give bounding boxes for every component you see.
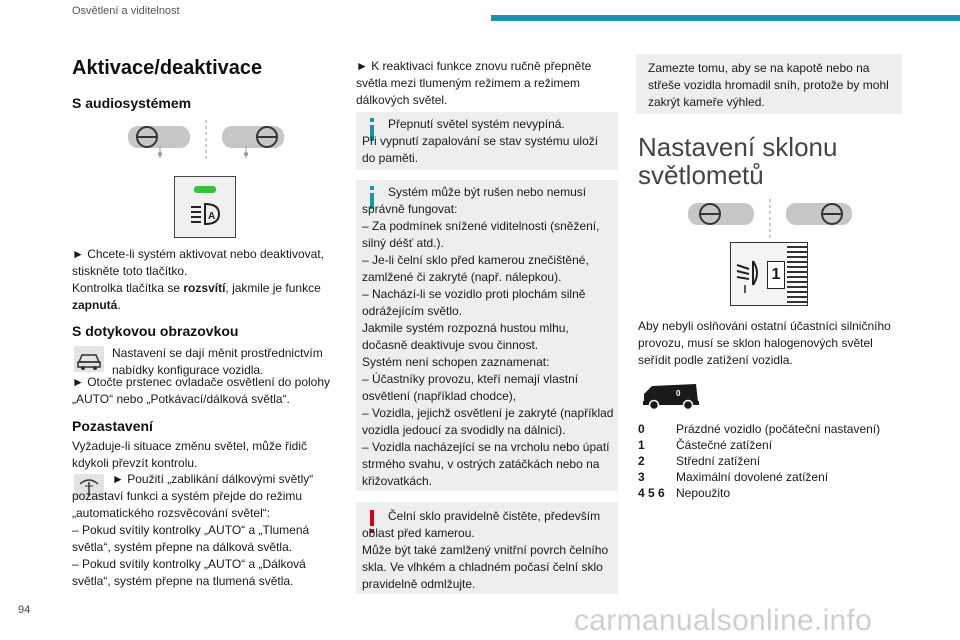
page-number: 94 (18, 604, 31, 616)
reactivate-text: ► K reaktivaci funkce znovu ručně přepněte světla mezi tlumeným režimem a režimem dálkových světel. (356, 59, 592, 107)
header-accent-bar (491, 15, 960, 21)
steering-wheel-pair-icon (122, 118, 292, 162)
audio-instruction: ► Chcete-li systém aktivovat nebo deaktivovat, stiskněte toto tlačítko. (72, 247, 324, 278)
warning-box (356, 502, 618, 594)
heading-headlamp-levelling: Nastavení sklonu světlometů (638, 132, 838, 190)
level-dial[interactable]: 1 (767, 261, 785, 289)
auto-beam-button[interactable] (174, 176, 236, 238)
heading-activation: Aktivace/deaktivace (72, 57, 263, 79)
snow-note-text: Zamezte tomu, aby se na kapotě nebo na střeše vozidla hromadil sníh, protože by mohl zakrýt kameře výhled. (648, 61, 889, 109)
pause-text-2: ► Použití „zablikání dálkovými světly“ pozastaví funkci a systém přejde do režimu „automatického rozsvěcování světel“: (72, 472, 314, 520)
auto-high-beam-icon (189, 201, 223, 229)
touch-text-1: Nastavení se dají měnit prostřednictvím nabídky konfigurace vozidla. (112, 346, 323, 377)
snow-note-box (636, 54, 902, 114)
info-box-1 (356, 112, 618, 170)
headlamp-levelling-icon (733, 251, 765, 295)
warning-box-text: Čelní sklo pravidelně čistěte, především oblast před kamerou. Může být také zamlžený vnitřní povrch čelního skla. Ve vlhkém a chladném počasí čelní sklo pravidelně odmlžujte. (362, 509, 609, 591)
load-legend (638, 421, 908, 511)
watermark: carmanualsonline.info (574, 604, 873, 637)
legend-row: 4 5 6 Nepoužito (638, 486, 731, 500)
headlamp-levelling-panel (730, 242, 808, 306)
heading-touchscreen: S dotykovou obrazovkou (72, 323, 239, 339)
steering-wheel-pair-icon-2 (682, 197, 862, 241)
legend-row: 2 Střední zatížení (638, 454, 761, 468)
legend-row: 0 Prázdné vozidlo (počáteční nastavení) (638, 422, 881, 436)
pause-text-1: Vyžaduje-li situace změnu světel, může řidič kdykoli převzít kontrolu. (72, 439, 307, 470)
car-settings-icon (74, 346, 104, 372)
indicator-light (194, 186, 216, 193)
info-box-2 (356, 180, 618, 491)
svg-text:A: A (208, 211, 216, 222)
info-box-1-text: Přepnutí světel systém nevypíná. Při vypnutí zapalování se stav systému uloží do paměti. (362, 117, 599, 165)
audio-indicator-text: Kontrolka tlačítka se rozsvítí, jakmile je funkce zapnutá. (72, 281, 321, 312)
svg-text:0: 0 (676, 389, 681, 398)
van-silhouette-icon (640, 380, 702, 412)
legend-row: 3 Maximální dovolené zatížení (638, 470, 829, 484)
legend-row: 1 Částečné zatížení (638, 438, 773, 452)
info-box-2-text: Systém může být rušen nebo nemusí správně fungovat: – Za podmínek snížené viditelnosti (sněžení, silný déšť atd.). – Je-li čelní sklo před kamerou znečištěné, zamlžené či zakryté (např. nálepkou). – Nachází-li se vozidlo proti plochám silně odrážejícím světlo. Jakmile systém rozpozná hustou mlhu, dočasně deaktivuje svou činnost. Systém není schopen zaznamenat: – Účastníky provozu, kteří nemají vlastní osvětlení (například chodce), – Vozidla, jejichž osvětlení je zakryté (například vozidla jedoucí za svodidly na dálnici). – Vozidla nacházející se na vrcholu nebo úpatí strmého svahu, v ostrých zatáčkách nebo na křižovatkách. (362, 185, 614, 488)
section-title: Osvětlení a viditelnost (72, 5, 180, 17)
pause-text-4: – Pokud svítily kontrolky „AUTO“ a „Dálková světla“, systém přepne na tlumená světla. (72, 557, 306, 588)
touch-text-2: ► Otočte prstenec ovladače osvětlení do polohy „AUTO“ nebo „Potkávací/dálková světla“. (72, 375, 331, 406)
thumbwheel[interactable] (787, 243, 807, 305)
heading-audio: S audiosystémem (72, 95, 192, 111)
pause-text-3: – Pokud svítily kontrolky „AUTO“ a „Tlumená světla“, systém přepne na dálková světla. (72, 523, 310, 554)
levelling-text: Aby nebyli oslňováni ostatní účastníci silničního provozu, musí se sklon halogenových světel seřídit podle zatížení vozidla. (638, 319, 891, 367)
heading-pause: Pozastavení (72, 418, 153, 434)
